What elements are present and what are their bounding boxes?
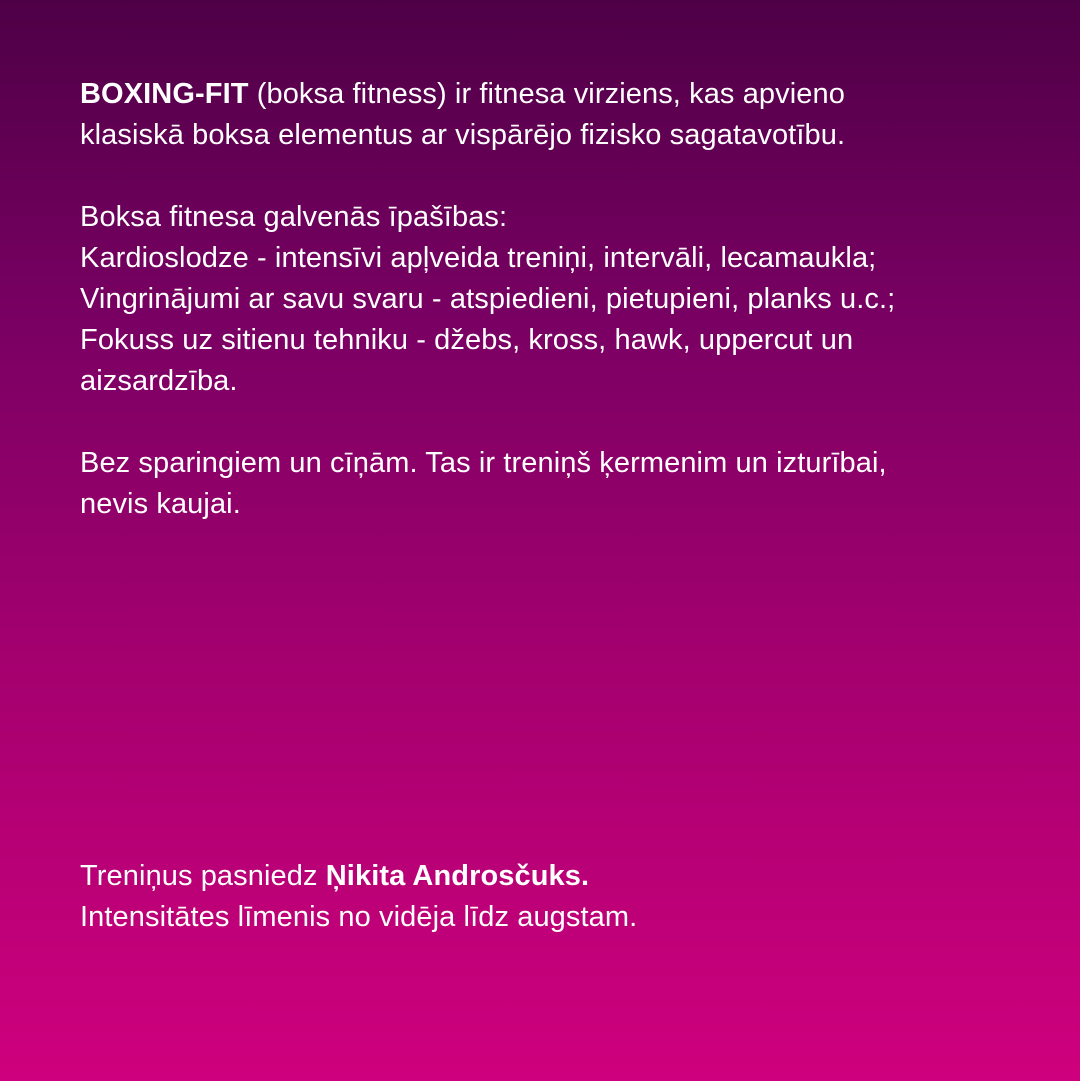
program-name: BOXING-FIT bbox=[80, 78, 249, 110]
feature-item: Kardioslodze - intensīvi apļveida treniņi, intervāli, lecamaukla; bbox=[80, 242, 877, 274]
intro-line-1 bbox=[80, 74, 1040, 115]
features-paragraph bbox=[80, 197, 1040, 402]
main-text-block bbox=[80, 74, 1040, 525]
footer-paragraph bbox=[80, 856, 1040, 938]
intro-line-1-text: (boksa fitness) ir fitnesa virziens, kas apvieno bbox=[248, 78, 845, 110]
feature-item: Vingrinājumi ar savu svaru - atspiedieni, pietupieni, planks u.c.; bbox=[80, 283, 896, 315]
intro-line-2: klasiskā boksa elementus ar vispārējo fizisko sagatavotību. bbox=[80, 119, 846, 151]
features-heading: Boksa fitnesa galvenās īpašības: bbox=[80, 201, 508, 233]
intro-paragraph bbox=[80, 74, 1040, 156]
note-paragraph bbox=[80, 443, 1040, 525]
feature-item: Fokuss uz sitienu tehniku - džebs, kross, hawk, uppercut un bbox=[80, 324, 854, 356]
trainer-prefix: Treniņus pasniedz bbox=[80, 860, 326, 892]
note-line-1: Bez sparingiem un cīņām. Tas ir treniņš ķermenim un izturībai, bbox=[80, 447, 887, 479]
feature-item: aizsardzība. bbox=[80, 365, 238, 397]
trainer-name: Ņikita Androsčuks. bbox=[325, 860, 590, 892]
intensity-line: Intensitātes līmenis no vidēja līdz augstam. bbox=[80, 901, 638, 933]
trainer-line bbox=[80, 856, 1040, 897]
note-line-2: nevis kaujai. bbox=[80, 488, 241, 520]
footer-block bbox=[80, 856, 1040, 938]
